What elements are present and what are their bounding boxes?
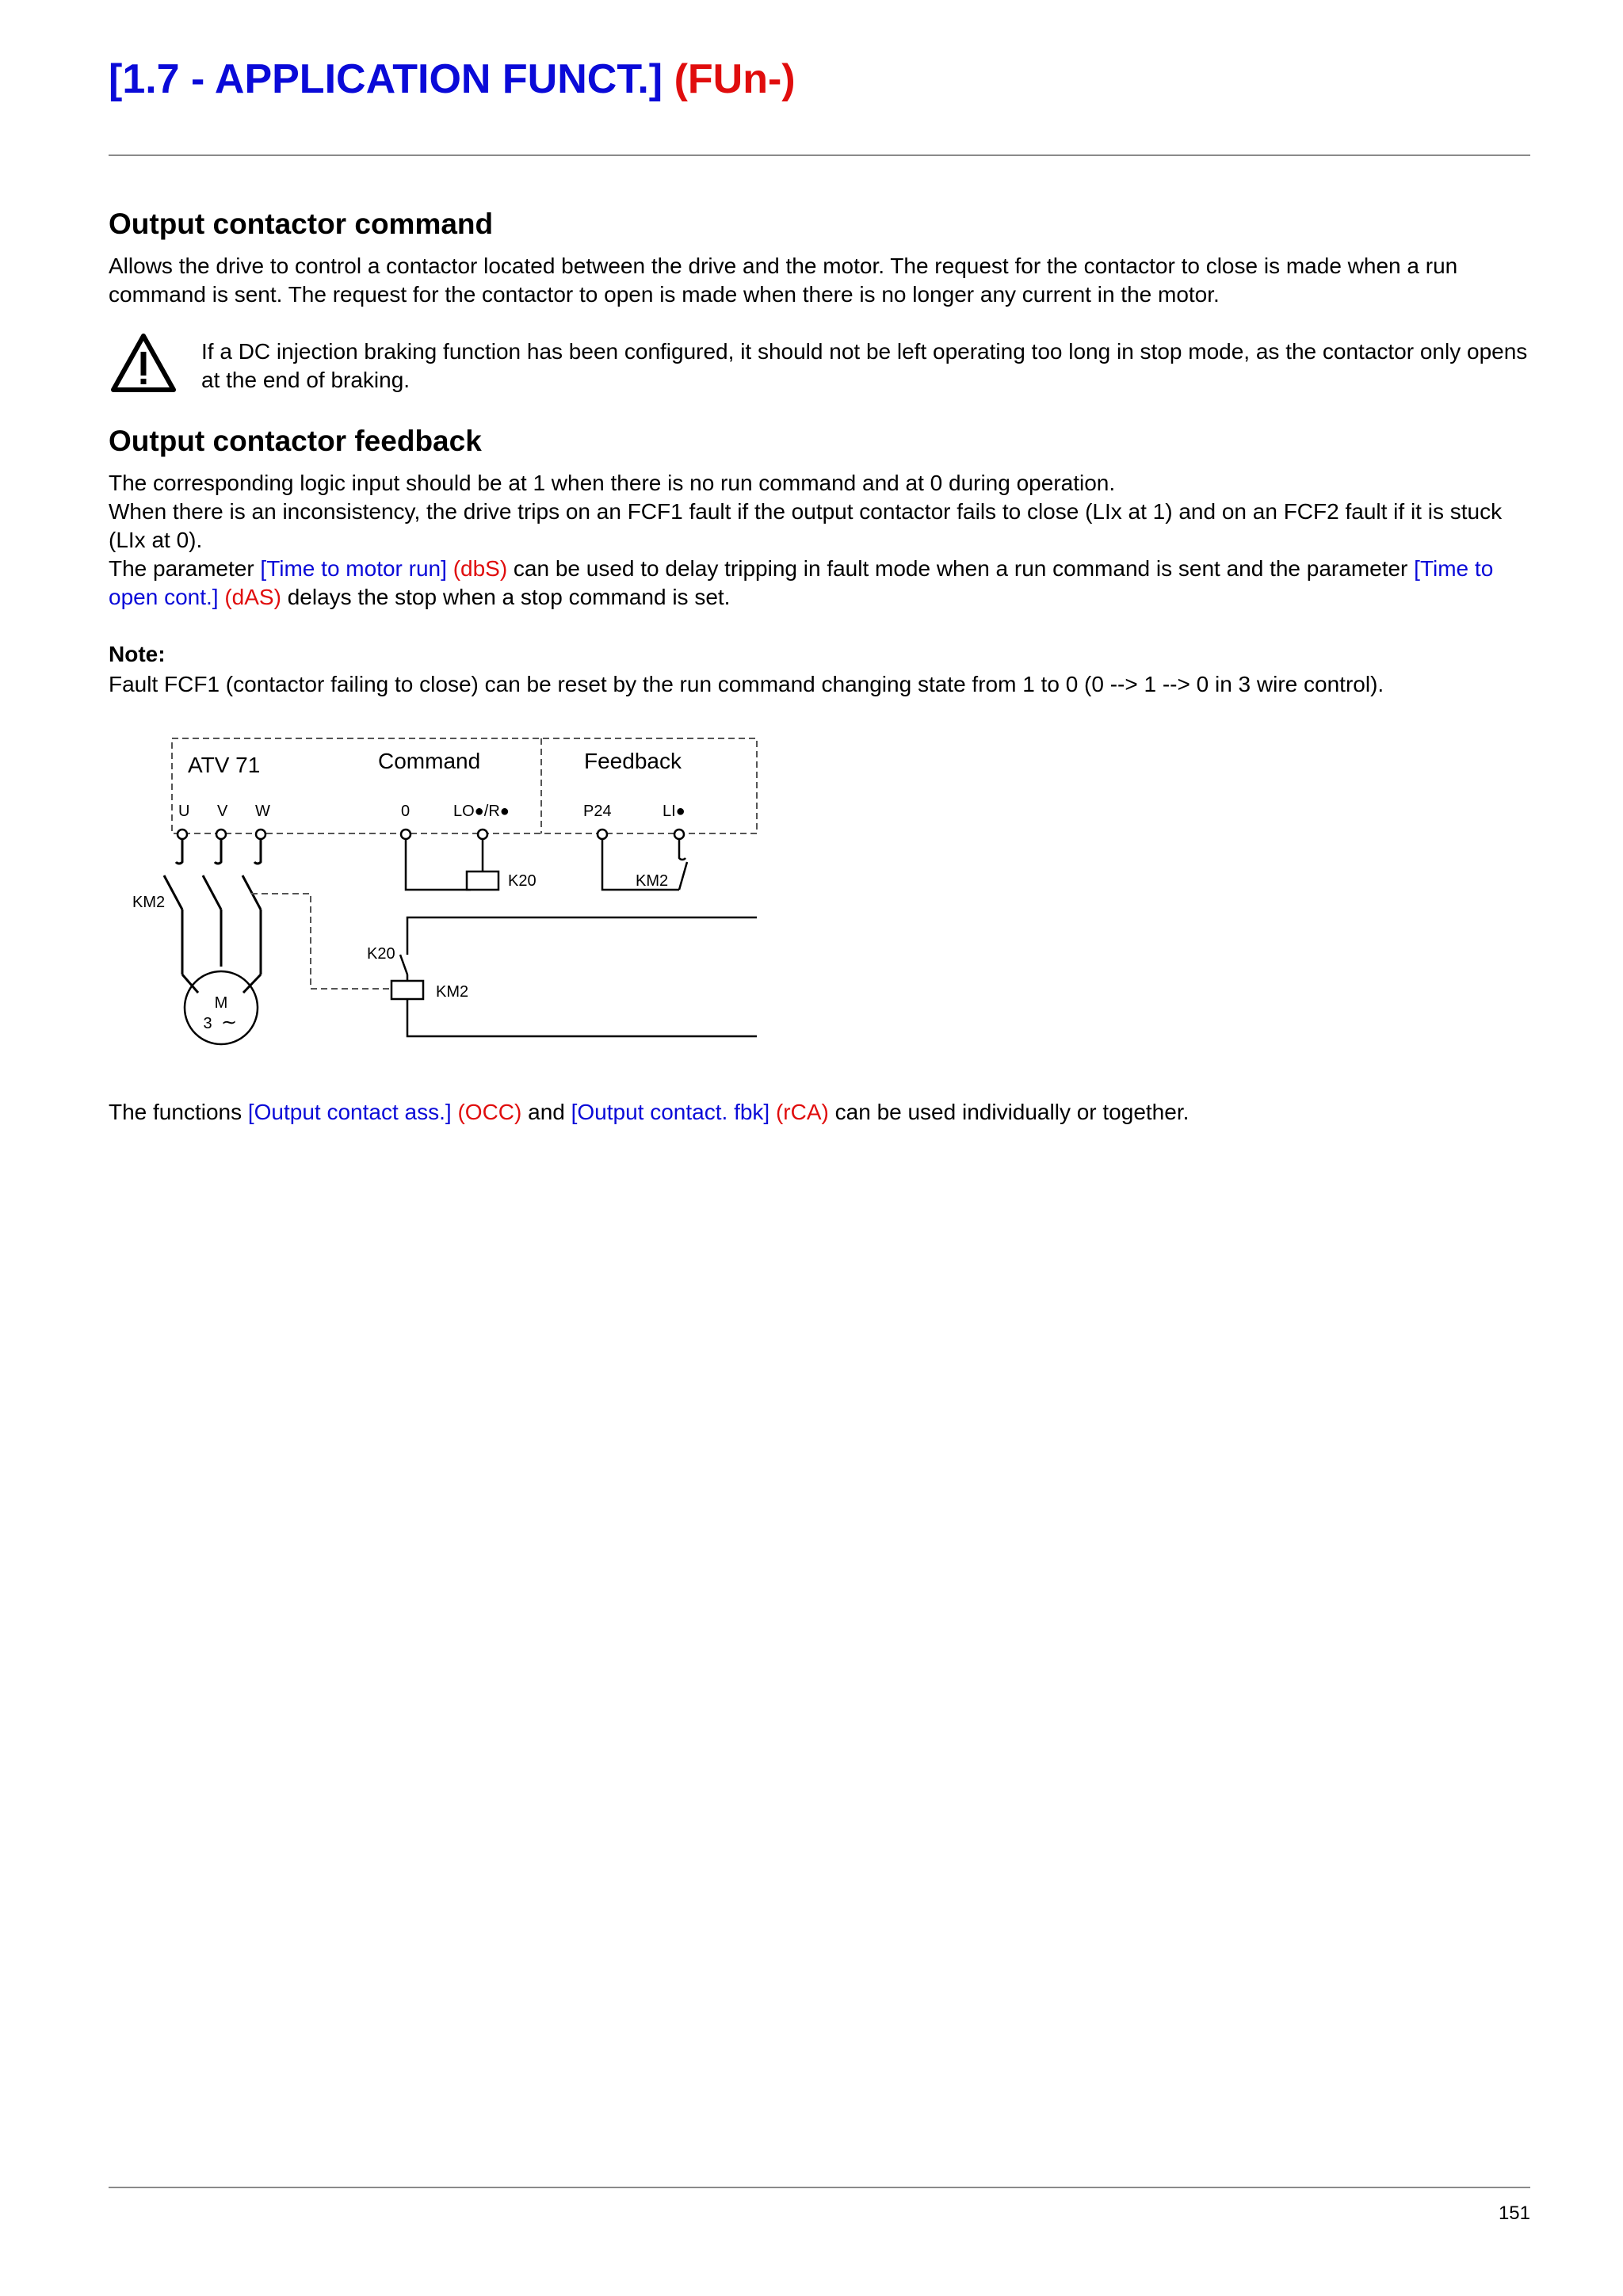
k20-contact-label: K20: [367, 945, 395, 963]
motor-phases: 3: [203, 1015, 212, 1032]
header-rule: [109, 154, 1530, 156]
drive-label: ATV 71: [188, 753, 261, 777]
feedback-line-2: When there is an inconsistency, the drive trips on an FCF1 fault if the output contactor fails to close (LIx at 1) and on an FCF2 fault if it is stuck (LIx at 0).: [109, 499, 1503, 552]
page-title: [109, 55, 796, 103]
page-title-menu: [1.7 - APPLICATION FUNCT.]: [109, 56, 663, 102]
feedback-line-3: The parameter [Time to motor run] (dbS) can be used to delay tripping in fault mode when a run command is sent and the parameter [Time to open cont.] (dAS) delays the stop when a stop command is set.: [109, 556, 1494, 609]
note-label: Note:: [109, 642, 166, 666]
warning-triangle-icon: [110, 333, 177, 393]
command-description: Allows the drive to control a contactor located between the drive and the motor. The request for the contactor to close is made when a run command is sent. The request for the contactor to open is made when there is no longer any current in the motor.: [109, 254, 1458, 307]
functions-summary: The functions [Output contact ass.] (OCC) and [Output contact. fbk] (rCA) can be used individually or together.: [109, 1100, 1190, 1124]
terminal-li-label: LI●: [663, 803, 685, 820]
km2-coil-label: KM2: [436, 983, 469, 1001]
km2-main-label: KM2: [132, 894, 166, 911]
param-code-occ: (OCC): [457, 1100, 522, 1124]
param-time-to-motor-run: [Time to motor run]: [260, 556, 447, 581]
terminal-circles: [178, 830, 684, 839]
terminal-u-label: U: [178, 803, 190, 820]
param-code-das: (dAS): [224, 585, 281, 609]
note-text: Fault FCF1 (contactor failing to close) can be reset by the run command changing state from 1 to 0 (0 --> 1 --> 0 in 3 wire control).: [109, 672, 1384, 696]
terminal-w-label: W: [255, 803, 270, 820]
km2-mechanical-link: [251, 894, 394, 989]
param-output-contact-fbk: [Output contact. fbk]: [571, 1100, 770, 1124]
param-output-contact-ass: [Output contact ass.]: [247, 1100, 452, 1124]
feedback-label: Feedback: [584, 749, 682, 773]
motor-label: M: [214, 994, 228, 1012]
terminal-p24-label: P24: [583, 803, 612, 820]
terminal-0-label: 0: [401, 803, 411, 820]
param-code-dbs: (dbS): [453, 556, 508, 581]
warning-text: If a DC injection braking function has been configured, it should not be left operating too long in stop mode, as the contactor only opens at the end of braking.: [201, 339, 1528, 392]
km2-feedback-label: KM2: [636, 872, 669, 890]
wiring-diagram: [132, 729, 766, 1062]
km2-main-contacts: [164, 840, 261, 993]
section-heading-output-contactor-command: Output contactor command: [109, 208, 494, 240]
terminal-lo-label: LO●/R●: [453, 803, 510, 820]
param-time-to-open-cont: [Time to open cont.]: [109, 556, 1494, 609]
page-title-code: (FUn-): [674, 56, 796, 102]
page-number: 151: [1498, 2203, 1530, 2224]
section-heading-output-contactor-feedback: Output contactor feedback: [109, 425, 482, 457]
footer-rule: [109, 2187, 1530, 2188]
motor-ac-symbol: ∼: [220, 1012, 238, 1033]
contactor-coil-circuit: [391, 917, 757, 1036]
command-label: Command: [378, 749, 481, 773]
terminal-v-label: V: [217, 803, 228, 820]
param-code-rca: (rCA): [775, 1100, 829, 1124]
k20-coil-label: K20: [508, 872, 537, 890]
feedback-line-1: The corresponding logic input should be at 1 when there is no run command and at 0 during operation.: [109, 471, 1116, 495]
